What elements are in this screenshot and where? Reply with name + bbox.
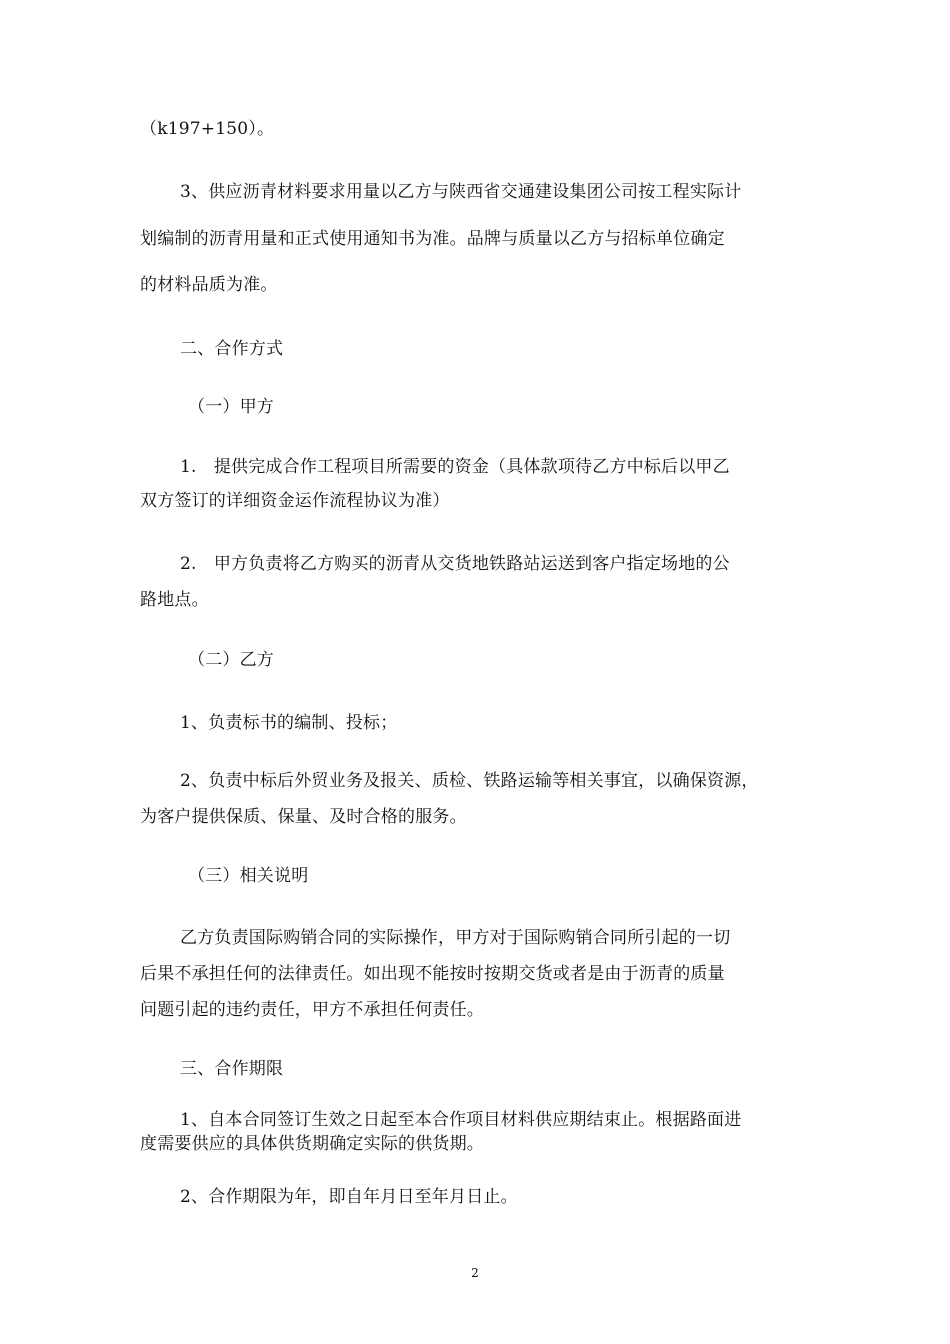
text-line-term-item-2: 2、合作期限为年，即自年月日至年月日止。	[180, 1187, 518, 1207]
text-line-supply-clause-3: 3、供应沥青材料要求用量以乙方与陕西省交通建设集团公司按工程实际计	[180, 182, 742, 202]
text-line-supply-clause-3-cont1: 划编制的沥青用量和正式使用通知书为准。品牌与质量以乙方与招标单位确定	[140, 229, 725, 249]
text-line-notes-para-cont2: 问题引起的违约责任，甲方不承担任何责任。	[140, 1000, 484, 1020]
text-line-term-item-1-cont: 度需要供应的具体供货期确定实际的供货期。	[140, 1134, 484, 1154]
text-line-notes-para: 乙方负责国际购销合同的实际操作，甲方对于国际购销合同所引起的一切	[180, 928, 731, 948]
subsection-heading-party-b: （二）乙方	[188, 650, 274, 670]
text-line-party-a-item-2: 2. 甲方负责将乙方购买的沥青从交货地铁路站运送到客户指定场地的公	[180, 554, 730, 574]
text-line-term-item-1: 1、自本合同签订生效之日起至本合作项目材料供应期结束止。根据路面进	[180, 1110, 742, 1130]
section-heading-term: 三、合作期限	[180, 1059, 284, 1079]
text-line-supply-clause-3-cont2: 的材料品质为准。	[140, 275, 278, 295]
subsection-heading-notes: （三）相关说明	[188, 866, 309, 886]
page-number: 2	[471, 1266, 479, 1280]
text-line-party-a-item-1: 1. 提供完成合作工程项目所需要的资金（具体款项待乙方中标后以甲乙	[180, 457, 730, 477]
text-line-party-a-item-2-cont: 路地点。	[140, 590, 209, 610]
text-line-notes-para-cont1: 后果不承担任何的法律责任。如出现不能按时按期交货或者是由于沥青的质量	[140, 964, 725, 984]
subsection-heading-party-a: （一）甲方	[188, 397, 274, 417]
text-line-party-b-item-2-cont: 为客户提供保质、保量、及时合格的服务。	[140, 807, 467, 827]
text-line-party-a-item-1-cont: 双方签订的详细资金运作流程协议为准）	[140, 491, 450, 511]
text-line-party-b-item-2: 2、负责中标后外贸业务及报关、质检、铁路运输等相关事宜，以确保资源，	[180, 771, 759, 791]
section-heading-cooperation: 二、合作方式	[180, 339, 284, 359]
text-line-party-b-item-1: 1、负责标书的编制、投标；	[180, 713, 398, 733]
text-line-contract-ref: （k197+150）。	[140, 119, 275, 139]
